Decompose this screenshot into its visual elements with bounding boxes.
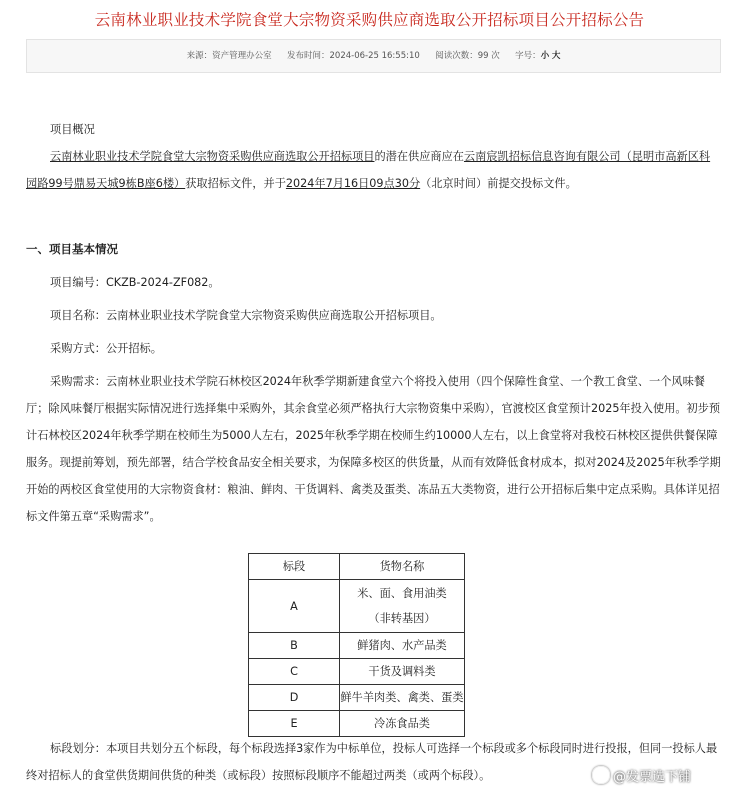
table-header-row bbox=[249, 554, 465, 580]
watermark-logo-icon bbox=[592, 766, 610, 784]
publish-time-value: 2024-06-25 16:55:10 bbox=[329, 51, 420, 61]
table-cell-lot: B bbox=[249, 633, 340, 659]
table-cell-lot: E bbox=[249, 711, 340, 737]
overview-deadline: 2024年7月16日09点30分 bbox=[285, 177, 421, 190]
table-cell-goods: 米、面、食用油类（非转基因） bbox=[340, 580, 465, 633]
table-header-goods: 货物名称 bbox=[340, 554, 465, 580]
table-cell-goods: 干货及调料类 bbox=[340, 659, 465, 685]
overview-text-1: 的潜在供应商应在 bbox=[374, 150, 464, 163]
table-cell-lot: C bbox=[249, 659, 340, 685]
section-1-heading: 一、项目基本情况 bbox=[26, 242, 118, 256]
procurement-method: 采购方式：公开招标。 bbox=[50, 342, 162, 355]
table-row bbox=[249, 711, 465, 737]
source-label: 来源： bbox=[186, 51, 213, 61]
overview-project-name: 云南林业职业技术学院食堂大宗物资采购供应商选取公开招标项目 bbox=[50, 150, 375, 163]
procurement-demand: 采购需求：云南林业职业技术学院石林校区2024年秋季学期新建食堂六个将投入使用（四个保障性食堂、一个教工食堂、一个风味餐厅；除风味餐厅根据实际情况进行选择集中采购外，其余食堂必须严格执行大宗物资集中采购），官渡校区食堂预计2025年投入使用。初步预计石林校区2024年秋季学期在校师生为5000人左右，2025年秋季学期在校师生约10000人左右，以上食堂将对我校石林校区提供供餐保障服务。现提前筹划，预先部署，结合学校食品安全相关要求，为保障多校区的供货量，从而有效降低食材成本，拟对2024及2025年秋季学期开始的两校区食堂使用的大宗物资食材：粮油、鲜肉、干货调料、禽类及蛋类、冻品五大类物资，进行公开招标后集中定点采购。具体详见招标文件第五章“采购需求”。 bbox=[26, 375, 721, 523]
table-cell-goods: 鲜牛羊肉类、禽类、蛋类 bbox=[340, 685, 465, 711]
table-cell-goods: 鲜猪肉、水产品类 bbox=[340, 633, 465, 659]
table-cell-lot: A bbox=[249, 580, 340, 633]
overview-text-2: 获取招标文件，并于 bbox=[185, 177, 286, 190]
article-meta-bar bbox=[26, 39, 721, 73]
overview-paragraph bbox=[26, 143, 721, 197]
font-size-small-button[interactable]: 小 bbox=[540, 51, 550, 61]
views-label: 阅读次数： bbox=[435, 51, 478, 61]
font-size-label: 字号： bbox=[515, 51, 541, 61]
table-header-lot: 标段 bbox=[249, 554, 340, 580]
lots-division: 标段划分：本项目共划分五个标段，每个标段选择3家作为中标单位，投标人可选择一个标段或多个标段同时进行投报，但同一投标人最终对招标人的食堂供货期间供货的种类（或标段）按照标段顺序不能超过两类（或两个标段）。 bbox=[26, 742, 718, 782]
views-value: 99 bbox=[477, 51, 489, 61]
watermark-text: @发票选下铺 bbox=[613, 770, 692, 785]
table-cell-lot: D bbox=[249, 685, 340, 711]
table-cell-goods: 冷冻食品类 bbox=[340, 711, 465, 737]
font-size-large-button[interactable]: 大 bbox=[551, 51, 561, 61]
publish-time-label: 发布时间： bbox=[287, 51, 330, 61]
table-row bbox=[249, 633, 465, 659]
watermark bbox=[592, 766, 691, 785]
project-code: 项目编号：CKZB-2024-ZF082。 bbox=[50, 276, 220, 289]
source-value: 资产管理办公室 bbox=[212, 51, 272, 61]
page-title: 云南林业职业技术学院食堂大宗物资采购供应商选取公开招标项目公开招标公告 bbox=[94, 11, 645, 29]
views-unit: 次 bbox=[491, 51, 500, 61]
project-name-line: 项目名称：云南林业职业技术学院食堂大宗物资采购供应商选取公开招标项目。 bbox=[50, 309, 442, 322]
overview-text-3: （北京时间）前提交投标文件。 bbox=[420, 177, 577, 190]
lots-table bbox=[248, 553, 465, 737]
overview-agency: 云南宸凯招标信息咨询有限公司（昆明市高新区科园路99号鼎易天城9栋B座6楼） bbox=[26, 150, 711, 190]
table-row bbox=[249, 580, 465, 633]
overview-heading: 项目概况 bbox=[50, 123, 95, 136]
table-row bbox=[249, 659, 465, 685]
table-row bbox=[249, 685, 465, 711]
